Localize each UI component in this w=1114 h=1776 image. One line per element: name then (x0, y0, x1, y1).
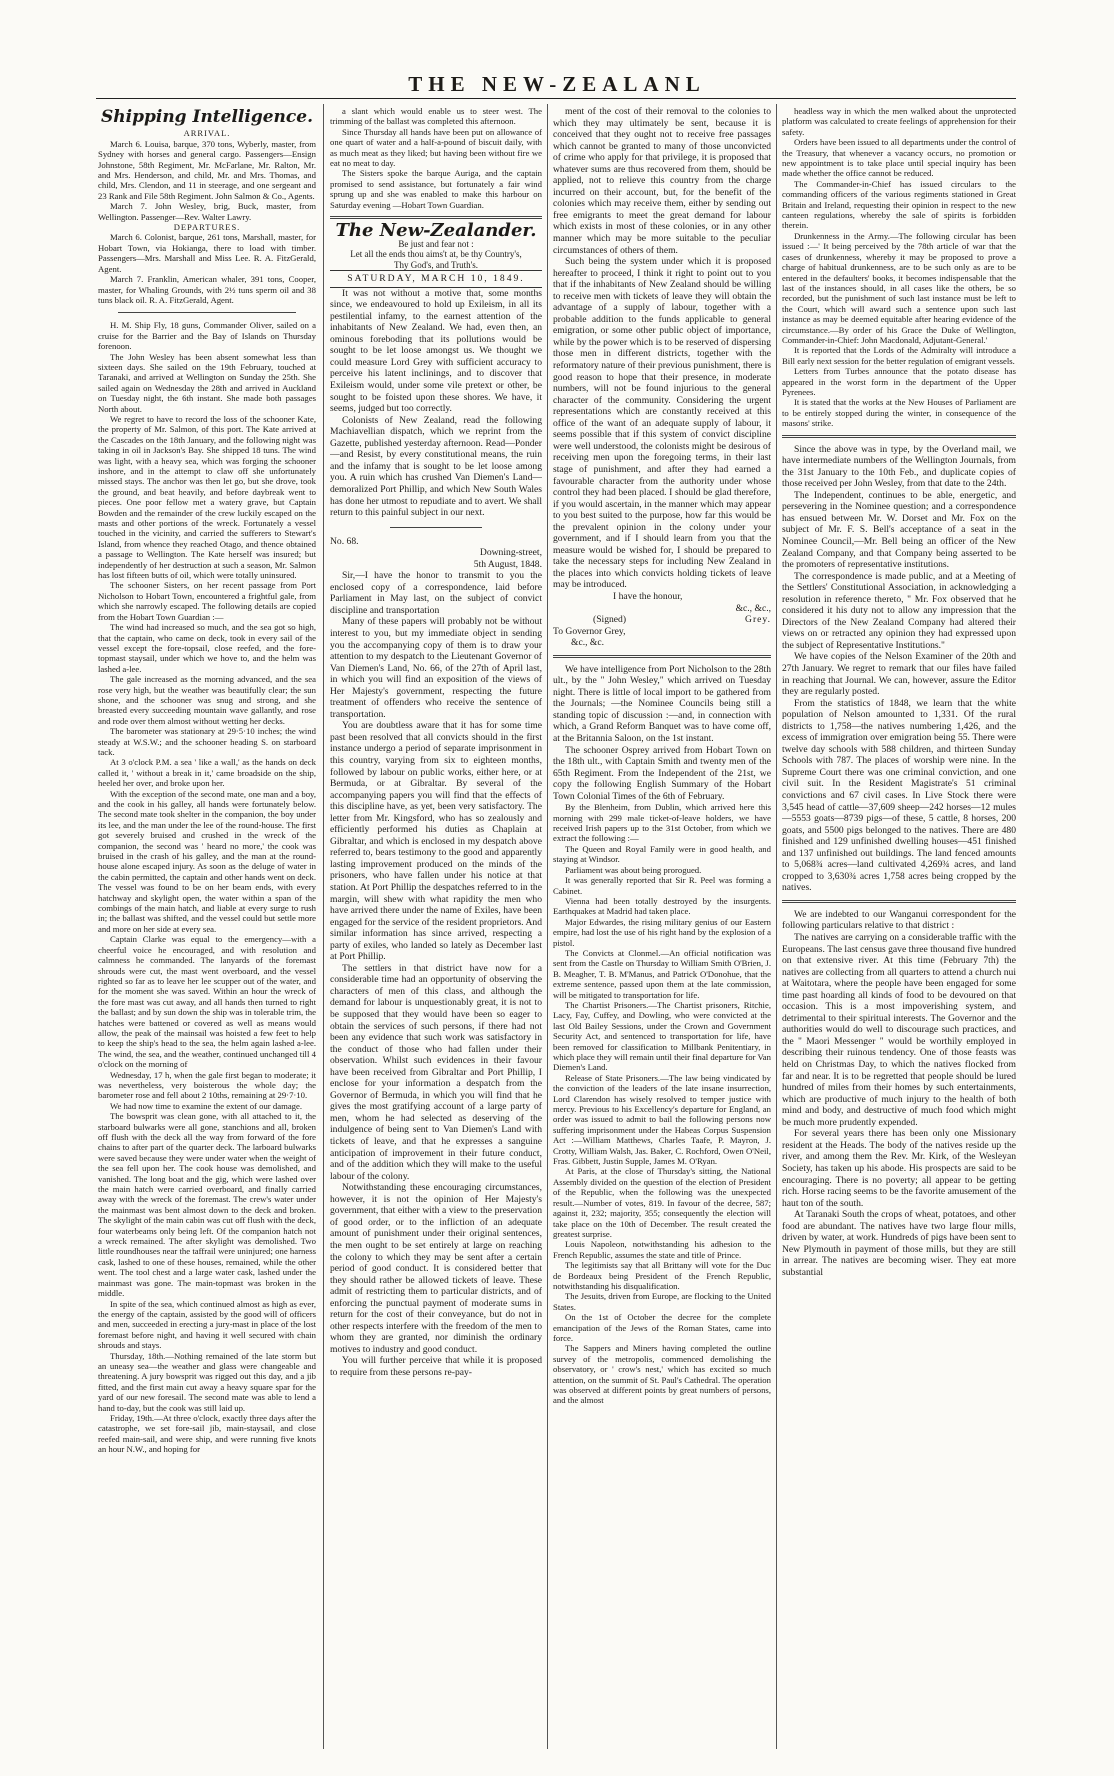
to-line-2: &c., &c. (571, 637, 605, 649)
paragraph: The schooner Sisters, on her recent passage from Port Nicholson to Hobart Town, encountered a frightful gale, from which she narrowly escaped. The following details are copied from the Hobart Town Guardian :— (98, 580, 316, 622)
paragraph: a slant which would enable us to steer west. The trimming of the ballast was completed this afternoon. (330, 106, 542, 127)
paragraph: The Independent, continues to be able, energetic, and persevering in the Nominee question; and a correspondence has ensued between Mr. W. Dorset and Mr. Fox on the subject of Mr. F. S. Bell's acceptance of a seat in the Nominee Council,—Mr. Bell being an officer of the New Zealand Company, and that Company being asserted to be the promoters of representative institutions. (782, 489, 1016, 571)
column-rule (776, 104, 777, 1749)
paragraph: March 7. Franklin, American whaler, 391 tons, Cooper, master, for Whaling Grounds, with 2½ tuns sperm oil and 38 tuns black oil. R. A. FitzGerald, Agent. (98, 274, 316, 305)
departures-list (98, 232, 316, 305)
paragraph: The settlers in that district have now for a considerable time had an opportunity of observing the characters of men of this class, and although the demand for labour is unquestionably great, it is not to be supposed that they would have been so eager to obtain the services of such persons, if there had not been any evidence that such work was satisfactory in the conduct of those who had fallen under their observation. Whilst such evidences in their favour have been received from Gibraltar and Port Phillip, I enclose for your information a despatch from the Governor of Bermuda, in which you will find that he gives the most gratifying account of a large party of men, whom he had selected as deserving of the indulgence of being sent to Van Diemen's Land with tickets of leave, and that he expresses a sanguine anticipation of improvement in their future conduct, and of the addition which they will make to the useful labour of the colony. (330, 962, 542, 1182)
paragraph: The Queen and Royal Family were in good health, and staying at Windsor. (553, 843, 771, 865)
paragraph: Letters from Turbes announce that the potato disease has appeared in the worst form in the department of the Upper Pyrenees. (782, 366, 1016, 397)
paragraph: The gale increased as the morning advanced, and the sea rose very high, but the weather was beautifully clear; the sun shone, and the schooner was snug and strong, and she breasted every succeeding mountain wave gallantly, and rose and rode over them almost without wetting her decks. (98, 674, 316, 726)
paragraph: It was not without a motive that, some months since, we endeavoured to hold up Exileism, in all its pestilential infamy, to the earnest attention of the inhabitants of New Zealand. We had, even then, an ominous foreboding that its pollutions would be sought to be let loose amongst us. We thought we could measure Lord Grey with sufficient accuracy to perceive his latent inclinings, and to discover that Exileism would, under some vile pretext or other, be sought to be foisted upon these shores. We have, it seems, judged but too correctly. (330, 287, 542, 415)
column-1 (98, 106, 316, 1756)
paragraph: Drunkenness in the Army.—The following circular has been issued :—' It being perceived by the 78th article of war that the cases of drunkenness, whereby it may be proposed to prove a charge of habitual drunkenness, are to be such only as are to be entered in the defaulters' books, it becomes indispensable that the last of the instances should, in all cases like the others, be so recorded, but the punishment of such last instance must be left to the Court, which will award such a sentence upon such last instance as may be deemed equitable after hearing evidence of the circumstance.—By order of his Grace the Duke of Wellington, Commander-in-Chief: John Macdonald, Adjutant-General.' (782, 230, 1016, 345)
paragraph: headless way in which the men walked about the unprotected platform was calculated to create feelings of apprehension for their safety. (782, 106, 1016, 137)
col3-news (553, 664, 771, 803)
paragraph: You are doubtless aware that it has for some time past been resolved that all convicts should in the first instance undergo a period of separate imprisonment in this country, varying from six to eighteen months, followed by labour on public works, either here, or at Bermuda, or at Gibraltar. By several of the accompanying papers you will find that the effects of this discipline have, as yet, been very satisfactory. The letter from Mr. Kingsford, who has so zealously and efficiently performed his duties as Chaplain at Gibraltar, and which is enclosed in my despatch above referred to, bears testimony to the good and apparently lasting improvement produced on the minds of the prisoners, who have fallen under his notice at that station. At Port Phillip the despatches referred to in the margin, will shew with what rapidity the men who have arrived there under the name of Exiles, have been engaged for the service of the resident proprietors. And similar information has since arrived, respecting a party of exiles, who landed so lately as December last at Port Phillip. (330, 720, 542, 963)
editorial (330, 288, 542, 519)
divider (330, 216, 542, 219)
paragraph: From the statistics of 1848, we learn that the white population of Nelson amounted to 1,331. Of the rural districts to 1,758—the natives numbering 1,426, and the excess of immigration over emigration being 55. There were twelve day schools with 588 children, and thirteen Sunday Schools with 787. The places of worship were nine. In the Supreme Court there was one criminal conviction, and one civil suit. In the Resident Magistrate's 51 criminal convictions and 67 civil cases. In Live Stock there were 3,545 head of cattle—37,609 sheep—242 horses—12 mules—5553 goats—8739 pigs—of these, 5 cattle, 8 horses, 200 goats, and 5500 pigs belonged to the natives. There are 480 finished and 129 unfinished dwelling houses—451 finished and 137 unfinished out buildings. The land fenced amounts to 5,068¾ acres—land cultivated 4,269¾ acres, and land cropped to 3,630¾ acres 1,758 acres being cropped by the natives. (782, 697, 1016, 894)
divider (553, 655, 771, 658)
paragraph: The bowsprit was clean gone, with all attached to it, the starboard bulwarks were all gone, stanchions and all, broken off flush with the deck all the way from forward of the fore chains to after part of the quarter deck. The larboard bulwarks were saved because they were under water when the weight of the sea fell upon her. The cook house was demolished, and vanished. The long boat and the gig, which were lashed over the main hatch were carried overboard, and finally carried away with the wreck of the foremast. The crew's water under the mainmast was bent almost down to the deck and broken. The skylight of the main cabin was cut off flush with the deck, four waterbeams only being left. Of the companion hatch not a wreck remained. The after skylight was demolished. Two little roundhouses near the taffrail were uninjured; one harness cask, lashed to one of these houses, remained, while the other went. The tool chest and a large water cask, lashed under the mainmast was gone. The main-topmast was broken in the middle. (98, 1111, 316, 1299)
paragraph: ment of the cost of their removal to the colonies to which they may ultimately be sent, because it is conceived that they ought not to receive free passages which cannot be granted to many of those unconvicted of crime who apply for that privilege, it is proposed that whatever sums are thus recovered from them, should be applied, not to relieve this country from the charge incurred on their account, but, for the benefit of the colonies which may receive them, either by sending out free emigrants to meet the great demand for labour which exists in most of these colonies, or in any other manner which may be more suitable to the peculiar circumstances of others of them. (553, 106, 771, 256)
divider (390, 527, 482, 528)
paragraph: March 7. John Wesley, brig, Buck, master, from Wellington. Passenger—Rev. Walter Lawry. (98, 201, 316, 222)
paragraph: It was generally reported that Sir R. Peel was forming a Cabinet. (553, 875, 771, 896)
paragraph: The Sappers and Miners having completed the outline survey of the metropolis, commenced demolishing the observatory, or ' crow's nest,' which has excited so much attention, on the summit of St. Paul's Cathedral. The operation was observed at different points by great numbers of persons, and the almost (553, 1343, 771, 1406)
paragraph: The Chartist Prisoners.—The Chartist prisoners, Ritchie, Lacy, Fay, Cuffey, and Dowling, who were convicted at the last Old Bailey Sessions, under the Crown and Government Security Act, and sentenced to transportation for life, have been removed for classification to Millbank Penitentiary, in which place they will remain until their final departure for Van Diemen's Land. (553, 999, 771, 1073)
dispatch-body (330, 570, 542, 1378)
paragraph: For several years there has been only one Missionary resident at the Heads. The body of the natives reside up the river, and among them the Rev. Mr. Kirk, of the Wesleyan Society, has taken up his abode. His prospects are said to be encouraging. There is no poverty; all appear to be getting rich. Horse racing seems to be the favorite amusement of the haut ton of the south. (782, 1128, 1016, 1209)
column-2 (330, 106, 542, 1756)
paragraph: Parliament was about being prorogued. (565, 864, 702, 875)
paragraph: The schooner Osprey arrived from Hobart Town on the 18th ult., with Captain Smith and twenty men of the 65th Regiment. From the Independent of the 21st, we copy the following English Summary of the Hobart Town Colonial Times of the 6th of February. (553, 744, 771, 802)
closing-2: &c., &c., (735, 602, 771, 614)
paragraph: The Convicts at Clonmel.—An official notification was sent from the Castle on Thursday to William Smith O'Brien, J. B. Meagher, T. B. M'Manus, and Patrick O'Donohue, that the extreme sentence, passed upon them at the late commission, will be mitigated to transportation for life. (553, 947, 771, 1000)
col4-wanganui (782, 909, 1016, 1279)
paragraph: Colonists of New Zealand, read the following Machiavellian dispatch, which we reprint from the Gazette, published yesterday afternoon. Read—Ponder—and Resist, by every constitutional means, the ruin and the infamy that is sought to be let loose among you. A ruin which has crushed Van Diemen's Land—demoralized Port Phillip, and which New South Wales has done her utmost to repudiate and to avert. We shall return to this painful subject in our next. (330, 414, 542, 519)
departure-label: DEPARTURES. (173, 222, 241, 233)
arrival-label: ARRIVAL. (183, 128, 231, 139)
col4-continuation (782, 106, 1016, 429)
paragraph: The wind had increased so much, and the sea got so high, that the captain, who came on deck, took in every sail of the vessel except the fore-topsail, close reefed, and the fore-topmast staysail, under which we hove to, and the helm was lashed a-lee. (98, 622, 316, 674)
paragraph: Release of State Prisoners.—The law being vindicated by the conviction of the leaders of the late insane insurrection, Lord Clarendon has wisely resolved to temper justice with mercy. Previous to his Excellency's departure for England, an order was issued to admit to bail the following persons now suffering imprisonment under the Habeas Corpus Suspension Act :—William Matthews, Charles Taafe, P. Mayron, J. Crotty, William Walsh, Jas. Baker, C. Rochford, Owen O'Neil, Fras. Gibbett, Justin Supple, James M. O'Ryan. (553, 1072, 771, 1167)
divider (782, 900, 1016, 903)
col1-paragraphs (98, 320, 316, 1454)
paragraph: Captain Clarke was equal to the emergency—with a cheerful voice he encouraged, and with resolution and calmness he commanded. The lanyards of the foremast shrouds were cut, the mast went overboard, and the vessel righted so far as to leave her lee scupper out of the water, and for the moment she was saved. Within an hour the wreck of the fore mast was cut away, and all hands then turned to right the ballast; and by sun down the ship was in tolerable trim, the hatches were battened or covered as well as means would allow, the peak of the mainsail was hoisted a few feet to help to keep the ship's head to the sea, the helm again lashed a-lee. The wind, the sea, and the weather, continued unchanged till 4 o'clock on the morning of (98, 934, 316, 1070)
masthead: THE NEW-ZEALANL (408, 72, 706, 96)
column-4 (782, 106, 1016, 1756)
paragraph: Since the above was in type, by the Overland mail, we have intermediate numbers of the Wellington Journals, from the 31st January to the 10th Feb., and duplicate copies of those received per John Wesley, from that date to the 24th. (782, 443, 1016, 490)
paragraph: It is reported that the Lords of the Admiralty will introduce a Bill early next session for the better regulation of emigrant vessels. (782, 345, 1016, 366)
arrivals-list (98, 139, 316, 222)
paragraph: You will further perceive that while it is proposed to require from these persons re-pay- (330, 1355, 542, 1378)
paragraph: Orders have been issued to all departments under the control of the Treasury, that whenever a vacancy occurs, no promotion or new appointment is to take place until special inquiry has been made whether the office cannot be reduced. (782, 137, 1016, 179)
paragraph: At Paris, at the close of Thursday's sitting, the National Assembly divided on the question of the election of President of the Republic, when the following was the unexpected result.—Number of votes, 819. In favour of the decree, 587; against it, 232; majority, 355; consequently the election will take place on the 10th of December. The result created the greatest surprise. (553, 1166, 771, 1239)
signer: Grey. (745, 614, 771, 626)
paragraph: Thursday, 18th.—Nothing remained of the late storm but an uneasy sea—the weather and glass were changeable and threatening. A jury bowsprit was rigged out this day, and a jib fitted, and the first main cut away a heavy square spar for the yard of our new foresail. The second mate was able to lend a hand to-day, but the cook was still laid up. (98, 1350, 316, 1413)
masthead-rule (96, 98, 1016, 99)
paragraph: At 3 o'clock P.M. a sea ' like a wall,' as the hands on deck called it, ' without a break in it,' came broadside on the ship, heeled her over, and broke upon her. (98, 757, 316, 789)
to-line: To Governor Grey, (553, 625, 626, 637)
paragraph: March 6. Colonist, barque, 261 tons, Marshall, master, for Hobart Town, via Hokianga, there to load with timber. Passengers—Mrs. Marshall and Miss Lee. R. A. FitzGerald, Agent. (98, 232, 316, 274)
paragraph: Sir,—I have the honor to transmit to you the enclosed copy of a correspondence, laid before Parliament in May last, on the subject of convict discipline and transportation (330, 570, 542, 616)
paragraph: Let all the ends thou aims't at, be thy Country's, (350, 249, 522, 260)
paragraph: The Sisters spoke the barque Auriga, and the captain promised to send assistance, but fortunately a fair wind sprung up and she was enabled to make this harbour on Saturday evening —Hobart Town Guardian. (330, 168, 542, 210)
paragraph: The barometer was stationary at 29·5·10 inches; the wind steady at W.S.W.; and the schooner heading S. on starboard tack. (98, 726, 316, 757)
paragraph: With the exception of the second mate, one man and a boy, and the cook in his galley, all hands were fortunately below. The second mate took shelter in the companion, the boy under its lee, and the man under the lee of the round-house. The first got severely bruised and crushed in the wreck of the companion, the second was ' heard no more,' the cook was bruised in the crash of his galley, and the man at the round-house alone escaped injury. As soon as the deluge of water in the cabin permitted, the captain and other hands went on deck. The vessel was found to be on her beam ends, with every hatchway and skylight open, the water within a span of the combings of the main hatch, and liable at every surge to rush in; the ballast was shifted, and the vessel could but settle more and more on her side at every sea. (98, 788, 316, 934)
closing: I have the honour, (613, 590, 683, 602)
divider (782, 435, 1016, 438)
paragraph: March 6. Louisa, barque, 370 tons, Wyberly, master, from Sydney with horses and general cargo. Passengers—Ensign Johnstone, 58th Regiment, Mr. McFarlane, Mr. Ralton, Mr. and Mrs. Henderson, and child, Mr. and Mrs. Thomas, and child, Mrs. Clendon, and 11 in steerage, and one sergeant and 23 Rank and File 58th Regiment. John Salmon & Co., Agents. (98, 138, 316, 201)
paragraph: We are indebted to our Wanganui correspondent for the following particulars relative to that district : (782, 908, 1016, 932)
paragraph: The correspondence is made public, and at a Meeting of the Settlers' Constitutional Association, in acknowledging a resolution in reference thereto, " Mr. Fox observed that he considered it his duty not to allow any impression that the Directors of the New Zealand Company had altered their views on or retracted any opinion they had expressed upon the subject of Representative Institutions." (782, 570, 1016, 651)
paragraph: Since Thursday all hands have been put on allowance of one quart of water and a half-a-pound of biscuit daily, with as much meat as they liked; but having been without fire we eat no meat to day. (330, 126, 542, 169)
paragraph: Notwithstanding these encouraging circumstances, however, it is not the opinion of Her Majesty's government, that either with a view to the preservation of good order, or to the infliction of an adequate amount of punishment under their original sentences, the men ought to be set entirely at large on reaching the colony to which they may be sent after a certain period of good conduct. It is considered better that they should rather be allowed tickets of leave. These admit of restricting them to particular districts, and of enforcing the punctual payment of moderate sums in return for the cost of their conveyance, but do not in other respects interfere with the freedom of the men to whom they are granted, nor diminish the ordinary motives to industry and good conduct. (330, 1182, 542, 1355)
col4-overland (782, 444, 1016, 894)
divider (118, 312, 296, 313)
paragraph: It is stated that the works at the New Houses of Parliament are to be entirely stopped during the winter, in consequence of the masons' strike. (782, 397, 1016, 429)
paragraph: We had now time to examine the extent of our damage. (110, 1100, 303, 1111)
paragraph: Many of these papers will probably not be without interest to you, but my immediate object in sending you the accompanying copy of them is to draw your attention to my despatch to the Lieutenant Governor of Van Diemen's Land, No. 66, of the 27th of April last, in which you will find an exposition of the views of Her Majesty's government, respecting the future treatment of offenders who receive the sentence of transportation. (330, 616, 542, 720)
dispatch-number: No. 68. (330, 535, 359, 547)
paragraph: Thy God's, and Truth's. (393, 259, 478, 270)
paragraph: Vienna had been totally destroyed by the insurgents. Earthquakes at Madrid had taken place. (553, 895, 771, 917)
paragraph: Such being the system under which it is proposed hereafter to proceed, I think it right to point out to you that if the inhabitants of New Zealand should be willing to receive men with tickets of leave they will obtain the advantage of a supply of labour, together with a probable addition to the funds applicable to general emigration, or some other public object of importance, while by the power which is to be reserved of dispersing those men in different districts, together with the reformatory nature of their previous punishment, there is good reason to hope that their presence, in moderate numbers, will not be found injurious to the general character of the community. Considering the urgent representations which are constantly received at this office of the want of an adequate supply of labour, it seems possible that if this system of convict discipline were well understood, the colonists might be desirous of receiving men upon the foregoing terms, in their last stage of punishment, and after they had earned a favourable character from the authority under whose control they had been placed. I should be glad therefore, if you would ascertain, in the manner which may appear to you best suited to the purpose, how far this would be the prevalent opinion in the colony under your government, and if I should learn from you that the measure would be wished for, I should be prepared to take the necessary steps for including New Zealand in the places into which convicts holding tickets of leave may be introduced. (553, 256, 771, 591)
column-rule (547, 104, 548, 1749)
dispatch-place: Downing-street, (479, 547, 542, 559)
paragraph: We have copies of the Nelson Examiner of the 20th and 27th January. We regret to remark that our files have failed in reaching that Journal. We can, however, assure the Editor they are regularly posted. (782, 651, 1016, 698)
paragraph: The Jesuits, driven from Europe, are flocking to the United States. (553, 1291, 771, 1312)
paragraph: Louis Napoleon, notwithstanding his adhesion to the French Republic, assumes the state and title of Prince. (553, 1239, 771, 1260)
paragraph: Be just and fear not : (398, 238, 474, 249)
paragraph: Friday, 19th.—At three o'clock, exactly three days after the catastrophe, we set fore-sail jib, main-staysail, and close reefed main-sail, and were ship, and were running five knots an hour N.W., and hoping for (98, 1412, 316, 1455)
paragraph: Wednesday, 17 h, when the gale first began to moderate; it was nevertheless, very boisterous the whole day; the barometer rose and fell about 2 10ths, remaining at 29·7·10. (98, 1069, 316, 1101)
column-rule (323, 104, 324, 1749)
paragraph: At Taranaki South the crops of wheat, potatoes, and other food are abundant. The natives have two large flour mills, driven by water, at work. Hundreds of pigs have been sent to New Plymouth in payment of those mills, but they are still in arrear. The natives are becoming wiser. They eat more substantial (782, 1209, 1016, 1278)
column-3 (553, 106, 771, 1756)
paper-name: The New-Zealander. (335, 220, 537, 242)
paragraph: H. M. Ship Fly, 18 guns, Commander Oliver, sailed on a cruise for the Barrier and the Bay of Islands on Thursday forenoon. (98, 320, 316, 352)
paragraph: The John Wesley has been absent somewhat less than sixteen days. She sailed on the 19th February, touched at Taranaki, and arrived at Wellington on Sunday the 25th. She sailed again on Wednesday the 28th and arrived in Auckland on Tuesday night, the 6th instant. She made both passages North about. (98, 351, 316, 414)
paragraph: In spite of the sea, which continued almost as high as ever, the energy of the captain, assisted by the good will of officers and men, succeeded in erecting a jury-mast in place of the lost foremast before night, and having it well secured with chain shrouds and stays. (98, 1298, 316, 1351)
paragraph: We have intelligence from Port Nicholson to the 28th ult., by the " John Wesley," which arrived on Tuesday night. There is little of local import to be gathered from the Journals; —the Nominee Councils being still a standing topic of discussion :—and, in connection with which, a Grand Reform Banquet was to have come off, at the Britannia Saloon, on the 1st instant. (553, 663, 771, 744)
paragraph: By the Blenheim, from Dublin, which arrived here this morning with 299 male ticket-of-leave holders, we have received Irish papers up to the 31st October, from which we extract the following :— (553, 802, 771, 844)
paragraph: On the 1st of October the decree for the complete emancipation of the Jews of the Roman States, came into force. (553, 1312, 771, 1343)
dispatch-date: 5th August, 1848. (473, 558, 542, 570)
motto (330, 239, 542, 271)
issue-date: SATURDAY, MARCH 10, 1849. (330, 270, 542, 288)
paragraph: The Commander-in-Chief has issued circulars to the commanding officers of the various regiments stationed in Great Britain and Ireland, requesting their opinion in respect to the new canteen regulations, whereby the sale of spirits is forbidden therein. (782, 178, 1016, 231)
paragraph: Major Edwardes, the rising military genius of our Eastern empire, had lost the use of his right hand by the explosion of a pistol. (553, 916, 771, 948)
col3-summary (553, 802, 771, 1406)
paragraph: The legitimists say that all Brittany will vote for the Duc de Bordeaux being President of the French Republic, notwithstanding his disqualification. (553, 1260, 771, 1291)
paragraph: The natives are carrying on a considerable traffic with the Europeans. The last census gave three thousand five hundred on that extensive river. At this time (February 7th) the natives are collecting from all quarters to attend a church nui at Waitotara, where the people have been engaged for some time past hoarding all kinds of food to be devoured on that occasion. This is a most impoverishing system, and detrimental to their spiritual interests. The Governor and the authorities would do well to discourage such practices, and the " Maori Messenger " would be worthily employed in describing their ruinous tendency. One of those feasts was held on Christmas Day, to which the natives flocked from far and near. It is to be regretted that people should be lured hundred of miles from their homes by such entertainments, which are productive of much injury to the health of both mind and body, and destructive of much food which might be much more prudently expended. (782, 932, 1016, 1128)
paragraph: We regret to have to record the loss of the schooner Kate, the property of Mr. Salmon, of this port. The Kate arrived at the Cascades on the 18th January, and the following night was taking in oil in Jackson's Bay. She shipped 18 tuns. The wind was light, with a heavy sea, which was forging the schooner inshore, and in the attempt to claw off she unfortunately missed stays. The anchor was then let go, but she drove, took the ground, and beat heavily, and before daybreak went to pieces. One poor fellow met a watery grave, but Captain Bowden and the remainder of the crew luckily escaped on the masts and other portions of the wreck. Fortunately a vessel touched in the vicinity, and carried the sufferers to Stewart's Island, from whence they reached Otago, and thence obtained a passage to Wellington. The Kate herself was insured; but independently of her destruction at such a season, Mr. Salmon has lost fifteen butts of oil, which were totally uninsured. (98, 413, 316, 581)
col2-continuation (330, 106, 542, 210)
signed-line (553, 614, 771, 626)
shipping-heading: Shipping Intelligence. (101, 107, 313, 127)
col3-continuation (553, 106, 771, 591)
signed-label: (Signed) (593, 614, 627, 626)
